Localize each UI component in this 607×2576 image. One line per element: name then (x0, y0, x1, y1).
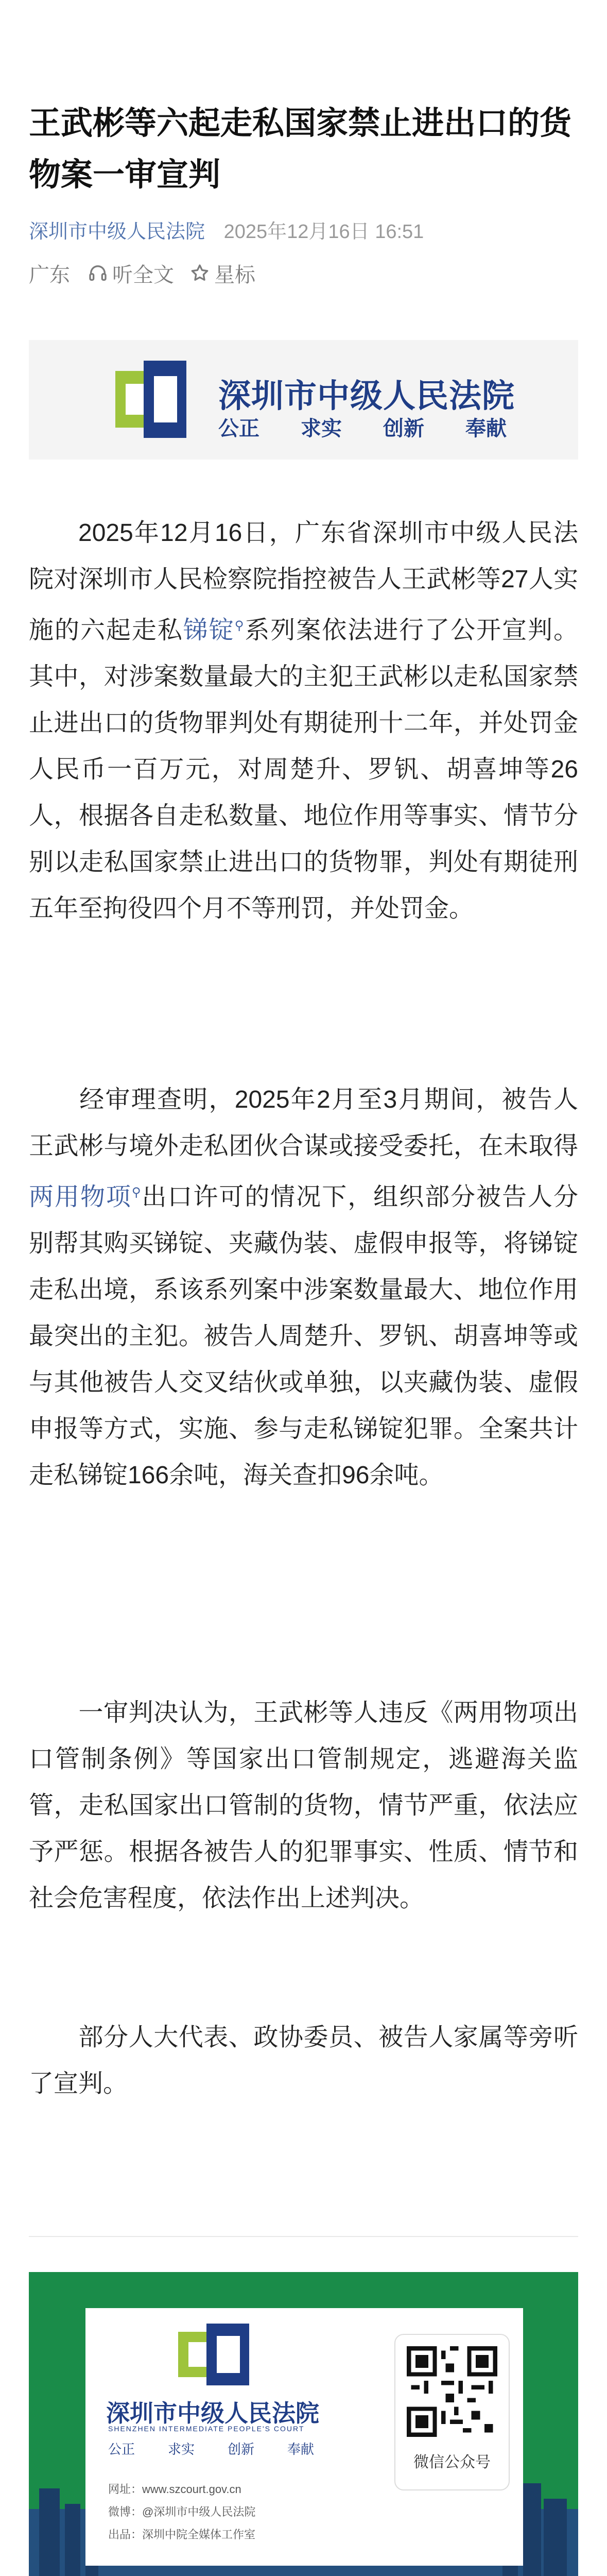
article-actions (29, 261, 271, 285)
qr-code-box (394, 2334, 510, 2490)
court-logo-icon (178, 2324, 249, 2385)
location-label: 广东 (29, 263, 70, 286)
card-website: 网址：www.szcourt.gov.cn (108, 2483, 241, 2496)
paragraph-text: 一审判决认为，王武彬等人违反《两用物项出口管制条例》等国家出口管制规定，逃避海关监管，走私国家出口管制的货物，情节严重，依法应予严惩。根据各被告人的犯罪事实、性质、情节和社会危害程度，依法作出上述判决。 (29, 1699, 578, 1912)
article-title: 王武彬等六起走私国家禁止进出口的货物案一审宣判 (29, 106, 572, 193)
star-button[interactable] (189, 259, 255, 288)
card-mottos (108, 2439, 314, 2458)
paragraph-text: 系列案依法进行了公开宣判。其中，对涉案数量最大的主犯王武彬以走私国家禁止进出口的货物罪判处有期徒刑十二年，并处罚金人民币一百万元，对周楚升、罗钒、胡喜坤等26人，根据各自走私数量、地位作用等事实、情节分别以走私国家禁止进出口的货物罪，判处有期徒刑五年至拘役四个月不等刑罚，并处罚金。 (29, 617, 578, 922)
card-info (108, 2478, 255, 2546)
motto: 创新 (227, 2442, 254, 2457)
paragraph-text: 经审理查明，2025年2月至3月期间，被告人王武彬与境外走私团伙合谋或接受委托，在未取得 (29, 1086, 578, 1160)
paragraph-text: 2025年12月16日，广东省深圳市中级人民法院对深圳市人民检察院指控被告人王武彬等27人实施的六起走私 (29, 519, 578, 644)
motto: 求实 (301, 417, 342, 440)
star-outline-icon (189, 263, 210, 283)
banner-mottos (218, 412, 507, 442)
star-label: 星标 (214, 263, 255, 286)
keyword-link[interactable]: 锑锭⚲ (183, 617, 244, 644)
card-producer: 出品：深圳中院全媒体工作室 (108, 2528, 256, 2541)
banner-court-name: 深圳市中级人民法院 (218, 378, 515, 414)
publish-datetime: 2025年12月16日 16:51 (223, 221, 424, 243)
qr-label: 微信公众号 (413, 2454, 491, 2471)
listen-label: 听全文 (112, 263, 174, 286)
card-weibo: 微博：@深圳市中级人民法院 (108, 2505, 256, 2518)
paragraph-1 (29, 510, 578, 932)
court-logo-icon (115, 361, 186, 438)
motto: 创新 (383, 417, 424, 440)
divider (29, 2236, 578, 2237)
paragraph-text: 出口许可的情况下，组织部分被告人分别帮其购买锑锭、夹藏伪装、虚假申报等，将锑锭走私出境，系该系列案中涉案数量最大、地位作用最突出的主犯。被告人周楚升、罗钒、胡喜坤等或与其他被告人交叉结伙或单独，以夹藏伪装、虚假申报等方式，实施、参与走私锑锭犯罪。全案共计走私锑锭166余吨，海关查扣96余吨。 (29, 1183, 578, 1489)
motto: 公正 (218, 417, 259, 440)
motto: 公正 (108, 2442, 135, 2457)
court-banner (29, 340, 578, 460)
motto: 求实 (167, 2442, 195, 2457)
paragraph-text: 部分人大代表、政协委员、被告人家属等旁听了宣判。 (29, 2024, 578, 2097)
court-card-image (29, 2272, 578, 2576)
source-link[interactable]: 深圳市中级人民法院 (29, 221, 205, 243)
article-meta (29, 215, 585, 244)
listen-button[interactable] (88, 259, 174, 288)
motto: 奉献 (287, 2442, 314, 2457)
card-court-name: 深圳市中级人民法院 (106, 2400, 319, 2427)
paragraph-4 (29, 2014, 578, 2107)
card-english-name: SHENZHEN INTERMEDIATE PEOPLE'S COURT (108, 2425, 305, 2433)
headphones-icon (88, 263, 108, 283)
card-panel (85, 2308, 523, 2566)
paragraph-3 (29, 1690, 578, 1922)
motto: 奉献 (465, 417, 507, 440)
paragraph-2 (29, 1077, 578, 1499)
keyword-link[interactable]: 两用物项⚲ (29, 1183, 141, 1211)
qr-code (407, 2346, 497, 2437)
